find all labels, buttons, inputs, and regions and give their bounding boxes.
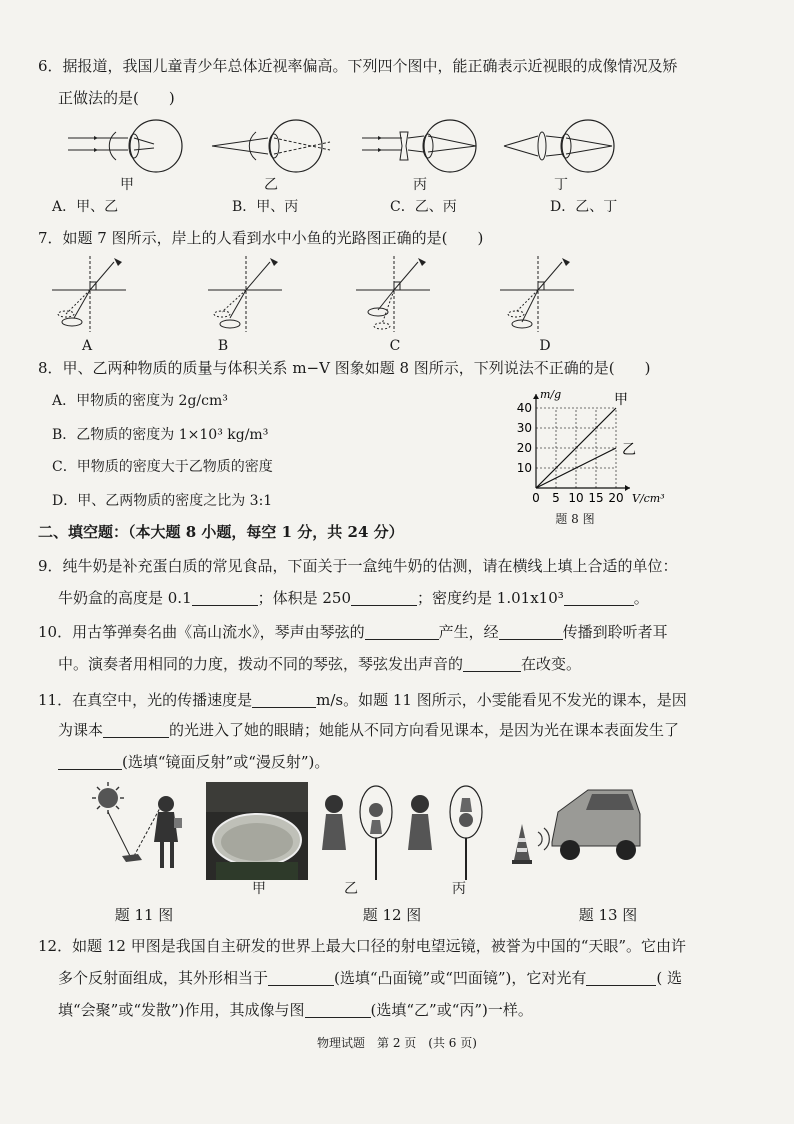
chart-y-tick-label: 20: [516, 441, 532, 455]
girl-with-spoon-icon: [322, 795, 346, 850]
q10-part-5: 在改变。: [521, 655, 582, 673]
q10-blank-pitch[interactable]: [463, 655, 521, 672]
chart-x-tick-label: 0: [532, 491, 540, 505]
light-path-diagram-a: [52, 252, 132, 334]
chart-x-tick-label: 15: [588, 491, 604, 505]
q10-part-2: 产生，经: [438, 623, 499, 641]
chart-series-label: 乙: [622, 442, 636, 458]
q11-line2: [58, 720, 679, 740]
q8-option-c: C．甲物质的密度大于乙物质的密度: [52, 459, 273, 475]
q6-caption-jia: 甲: [120, 177, 134, 193]
section-title: 二、填空题：: [38, 523, 129, 541]
fig13-caption: 题 13 图: [578, 906, 638, 924]
eye-diagram-yi: [212, 118, 342, 178]
fig12-caption: 题 12 图: [362, 906, 422, 924]
q9-blank-volume-unit[interactable]: [351, 589, 417, 606]
fig11-caption: 题 11 图: [114, 906, 174, 924]
q10-part-3: 传播到聆听者耳: [562, 623, 668, 641]
q7-label-c: C: [389, 338, 401, 354]
q11-part-3: 为课本: [58, 721, 104, 739]
chart-y-tick-label: 40: [516, 401, 532, 415]
q8-option-b: B．乙物质的密度为 1×10³ kg/m³: [52, 427, 269, 443]
q10-line1: [38, 622, 668, 642]
q6-option-c: C．乙、丙: [390, 199, 457, 215]
book-icon: [122, 854, 142, 862]
q6-option-d: D．乙、丁: [550, 199, 618, 215]
eye-diagram-ding: [504, 118, 634, 178]
q9-part-4: 。: [633, 589, 649, 607]
sound-wave-icon: [538, 828, 549, 850]
q6-caption-bing: 丙: [413, 177, 427, 193]
q11-blank-reflection-type[interactable]: [58, 753, 122, 770]
section-heading: [38, 522, 404, 542]
q10-blank-medium[interactable]: [499, 623, 563, 640]
q9-blank-height-unit[interactable]: [192, 589, 258, 606]
q12-part-3: (选填“凸面镜”或“凹面镜”)，它对光有: [334, 969, 587, 987]
chart-x-axis-label: V/cm³: [632, 492, 665, 505]
q12-line1: 12．如题 12 甲图是我国自主研发的世界上最大口径的射电望远镜，被誉为中国的“天眼”。它由许: [38, 937, 687, 955]
q6-stem-line1: 6．据报道，我国儿童青少年总体近视率偏高。下列四个图中，能正确表示近视眼的成像情况及矫: [38, 57, 678, 75]
light-path-diagram-b: [208, 252, 288, 334]
q6-stem-line2: 正做法的是( ): [58, 89, 175, 107]
eye-diagram-bing: [362, 118, 492, 178]
fast-telescope-photo: [206, 782, 308, 880]
q11-line1: [38, 690, 687, 710]
chart-y-arrow: [533, 394, 539, 399]
q6-caption-yi: 乙: [264, 177, 278, 193]
page-footer: 物理试题 第 2 页 (共 6 页): [317, 1036, 477, 1050]
chart-x-arrow: [625, 485, 630, 491]
section-note: （本大题 8 小题，每空 1 分，共 24 分）: [128, 523, 404, 541]
q12-line2: [58, 968, 682, 988]
q9-fill-line: [58, 588, 649, 608]
q9-part-3: ；密度约是 1.01x10³: [417, 589, 564, 607]
chart-y-tick-label: 10: [516, 461, 532, 475]
q7-stem: 7．如题 7 图所示，岸上的人看到水中小鱼的光路图正确的是( ): [38, 229, 484, 247]
q11-part-5: (选填“镜面反射”或“漫反射”)。: [122, 753, 330, 771]
q8-option-d: D．甲、乙两物质的密度之比为 3:1: [52, 493, 273, 509]
spoon-mirror-illustration-bing: [402, 780, 490, 890]
q8-stem: 8．甲、乙两种物质的质量与体积关系 m−V 图象如题 8 图所示，下列说法不正确的是( ): [38, 359, 651, 377]
q6-option-b: B．甲、丙: [232, 199, 299, 215]
q12-part-2: 多个反射面组成，其外形相当于: [58, 969, 269, 987]
chart-x-tick-label: 5: [552, 491, 560, 505]
q12-line3: [58, 1000, 533, 1020]
q8-option-a: A．甲物质的密度为 2g/cm³: [52, 393, 228, 409]
girl-figure-icon: [154, 796, 182, 868]
chart-x-tick-label: 20: [608, 491, 624, 505]
fig12-caption-bing: 丙: [452, 881, 466, 897]
figure-11-illustration: [92, 782, 196, 878]
q12-part-4: ( 选: [656, 969, 683, 987]
car-icon: [552, 790, 640, 860]
q9-blank-density-unit[interactable]: [564, 589, 634, 606]
q12-blank-mirror-type[interactable]: [268, 969, 334, 986]
q12-part-6: (选填“乙”或“丙”)一样。: [370, 1001, 533, 1019]
q11-part-4: 的光进入了她的眼睛；她能从不同方向看见课本，是因为光在课本表面发生了: [169, 721, 680, 739]
q8-figure-caption: 题 8 图: [555, 512, 595, 526]
q9-part-1: 牛奶盒的高度是 0.1: [58, 589, 192, 607]
q10-blank-vibration[interactable]: [365, 623, 439, 640]
chart-y-tick-label: 30: [516, 421, 532, 435]
q10-line2: [58, 654, 581, 674]
mass-volume-chart: [500, 384, 670, 514]
chart-x-tick-label: 10: [568, 491, 584, 505]
q11-part-1: 11．在真空中，光的传播速度是: [38, 691, 253, 709]
reversing-radar-car-illustration: [508, 780, 642, 876]
q10-part-1: 10．用古筝弹奏名曲《高山流水》，琴声由琴弦的: [38, 623, 365, 641]
q12-blank-light-effect[interactable]: [586, 969, 656, 986]
q11-line3: [58, 752, 329, 772]
light-path-diagram-c: [356, 252, 436, 334]
q10-part-4: 中。演奏者用相同的力度，拨动不同的琴弦，琴弦发出声音的: [58, 655, 464, 673]
q6-option-a: A．甲、乙: [52, 199, 119, 215]
q12-part-5: 填“会聚”或“发散”)作用，其成像与图: [58, 1001, 305, 1019]
chart-y-axis-label: m/g: [540, 388, 562, 401]
q7-label-b: B: [217, 338, 229, 354]
girl-with-spoon-icon: [408, 795, 432, 850]
sun-icon: [98, 788, 118, 808]
traffic-cone-icon: [512, 824, 532, 864]
light-path-diagram-d: [500, 252, 580, 334]
q12-blank-image-figure[interactable]: [305, 1001, 371, 1018]
fig12-caption-jia: 甲: [252, 881, 266, 897]
chart-series-label: 甲: [614, 392, 628, 408]
q7-label-d: D: [539, 338, 551, 354]
q11-blank-speed[interactable]: [252, 691, 316, 708]
fig12-caption-yi: 乙: [344, 881, 358, 897]
q11-part-2: m/s。如题 11 图所示，小雯能看见不发光的课本，是因: [316, 691, 687, 709]
q9-stem: 9．纯牛奶是补充蛋白质的常见食品，下面关于一盒纯牛奶的估测，请在横线上填上合适的单位：: [38, 557, 678, 575]
q7-label-a: A: [81, 338, 93, 354]
eye-diagram-jia: [68, 118, 198, 178]
q6-caption-ding: 丁: [554, 177, 568, 193]
spoon-mirror-illustration-yi: [318, 780, 400, 890]
q9-part-2: ；体积是 250: [257, 589, 352, 607]
q11-blank-reflected[interactable]: [103, 721, 169, 738]
